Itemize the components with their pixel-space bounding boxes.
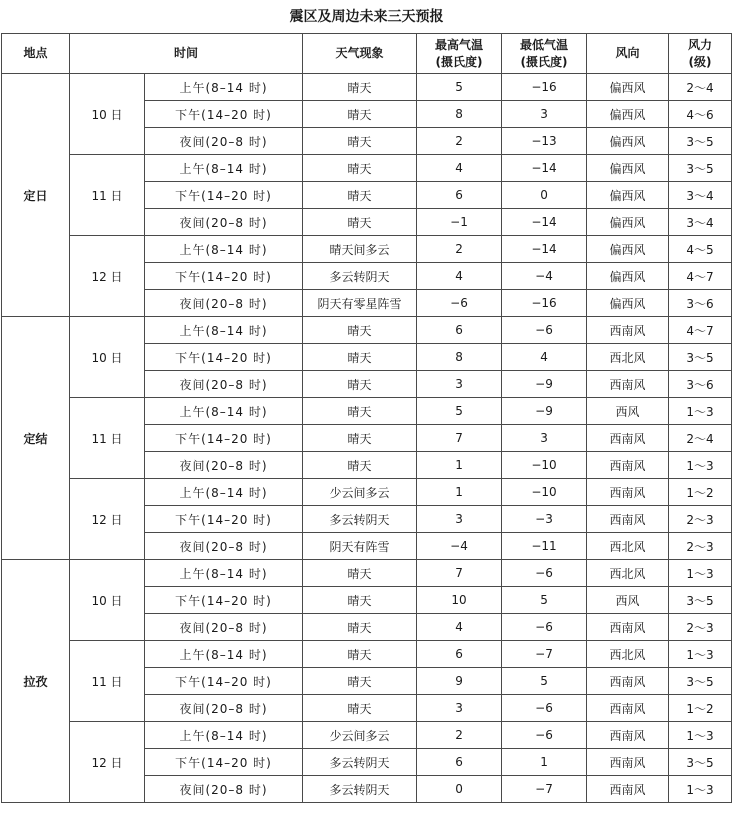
max-temp-cell: 9 — [417, 668, 502, 695]
min-temp-cell: 1 — [502, 749, 587, 776]
date-cell: 12 日 — [70, 722, 145, 803]
min-temp-cell: −10 — [502, 452, 587, 479]
wind-direction-cell: 西南风 — [587, 479, 669, 506]
table-row — [2, 641, 732, 668]
wind-direction-cell: 偏西风 — [587, 128, 669, 155]
min-temp-cell: −14 — [502, 209, 587, 236]
max-temp-cell: 4 — [417, 263, 502, 290]
wind-force-cell: 1～3 — [669, 722, 732, 749]
weather-cell: 多云转阴天 — [303, 263, 417, 290]
min-temp-cell: −4 — [502, 263, 587, 290]
weather-cell: 晴天 — [303, 695, 417, 722]
wind-force-cell: 3～4 — [669, 182, 732, 209]
max-temp-cell: 0 — [417, 776, 502, 803]
period-cell: 上午(8–14 时) — [145, 722, 303, 749]
wind-force-cell: 1～3 — [669, 398, 732, 425]
max-temp-cell: 3 — [417, 695, 502, 722]
date-cell: 12 日 — [70, 479, 145, 560]
max-temp-cell: 8 — [417, 344, 502, 371]
weather-cell: 晴天 — [303, 101, 417, 128]
max-temp-cell: 4 — [417, 155, 502, 182]
period-cell: 上午(8–14 时) — [145, 641, 303, 668]
wind-force-cell: 2～3 — [669, 614, 732, 641]
max-temp-cell: 2 — [417, 722, 502, 749]
wind-direction-cell: 西北风 — [587, 641, 669, 668]
min-temp-cell: −6 — [502, 560, 587, 587]
wind-direction-cell: 偏西风 — [587, 263, 669, 290]
min-temp-cell: −6 — [502, 614, 587, 641]
wind-force-cell: 2～4 — [669, 425, 732, 452]
weather-cell: 晴天 — [303, 560, 417, 587]
max-temp-cell: 7 — [417, 425, 502, 452]
date-cell: 10 日 — [70, 317, 145, 398]
min-temp-cell: −6 — [502, 317, 587, 344]
date-cell: 11 日 — [70, 398, 145, 479]
wind-force-cell: 3～6 — [669, 290, 732, 317]
wind-direction-cell: 西南风 — [587, 506, 669, 533]
period-cell: 下午(14–20 时) — [145, 182, 303, 209]
weather-cell: 晴天 — [303, 74, 417, 101]
max-temp-cell: 6 — [417, 317, 502, 344]
wind-direction-cell: 西南风 — [587, 695, 669, 722]
weather-cell: 晴天 — [303, 452, 417, 479]
wind-direction-cell: 西南风 — [587, 722, 669, 749]
wind-direction-cell: 西南风 — [587, 614, 669, 641]
header-min-temp: 最低气温 (摄氏度) — [502, 34, 587, 74]
table-row — [2, 722, 732, 749]
max-temp-cell: 3 — [417, 506, 502, 533]
wind-direction-cell: 西南风 — [587, 371, 669, 398]
wind-force-cell: 1～3 — [669, 776, 732, 803]
wind-direction-cell: 偏西风 — [587, 209, 669, 236]
wind-force-cell: 3～5 — [669, 155, 732, 182]
table-row — [2, 236, 732, 263]
weather-cell: 晴天 — [303, 317, 417, 344]
weather-cell: 晴天 — [303, 587, 417, 614]
weather-cell: 晴天间多云 — [303, 236, 417, 263]
wind-force-cell: 3～5 — [669, 668, 732, 695]
period-cell: 上午(8–14 时) — [145, 560, 303, 587]
wind-direction-cell: 西北风 — [587, 560, 669, 587]
period-cell: 上午(8–14 时) — [145, 236, 303, 263]
wind-direction-cell: 西南风 — [587, 317, 669, 344]
table-row — [2, 398, 732, 425]
period-cell: 夜间(20–8 时) — [145, 614, 303, 641]
min-temp-cell: −14 — [502, 236, 587, 263]
weather-cell: 少云间多云 — [303, 722, 417, 749]
max-temp-cell: 7 — [417, 560, 502, 587]
weather-cell: 阴天有零星阵雪 — [303, 290, 417, 317]
table-row — [2, 560, 732, 587]
weather-cell: 晴天 — [303, 425, 417, 452]
table-row — [2, 155, 732, 182]
wind-direction-cell: 西北风 — [587, 533, 669, 560]
table-row — [2, 317, 732, 344]
wind-direction-cell: 西北风 — [587, 344, 669, 371]
wind-force-cell: 3～5 — [669, 128, 732, 155]
wind-direction-cell: 西南风 — [587, 668, 669, 695]
max-temp-cell: 10 — [417, 587, 502, 614]
page-title: 震区及周边未来三天预报 — [289, 9, 444, 25]
min-temp-cell: −3 — [502, 506, 587, 533]
max-temp-cell: 2 — [417, 128, 502, 155]
period-cell: 下午(14–20 时) — [145, 425, 303, 452]
weather-cell: 晴天 — [303, 614, 417, 641]
max-temp-cell: 3 — [417, 371, 502, 398]
date-cell: 10 日 — [70, 560, 145, 641]
header-row — [2, 34, 732, 74]
location-cell: 定结 — [2, 317, 70, 560]
wind-direction-cell: 西风 — [587, 587, 669, 614]
period-cell: 夜间(20–8 时) — [145, 695, 303, 722]
wind-force-cell: 4～7 — [669, 317, 732, 344]
period-cell: 下午(14–20 时) — [145, 749, 303, 776]
period-cell: 夜间(20–8 时) — [145, 290, 303, 317]
wind-force-cell: 3～5 — [669, 587, 732, 614]
forecast-body — [2, 74, 732, 803]
weather-cell: 阴天有阵雪 — [303, 533, 417, 560]
header-time: 时间 — [70, 34, 303, 74]
period-cell: 下午(14–20 时) — [145, 263, 303, 290]
max-temp-cell: 1 — [417, 479, 502, 506]
wind-force-cell: 3～6 — [669, 371, 732, 398]
wind-force-cell: 2～3 — [669, 506, 732, 533]
wind-direction-cell: 西南风 — [587, 749, 669, 776]
wind-force-cell: 2～4 — [669, 74, 732, 101]
period-cell: 夜间(20–8 时) — [145, 776, 303, 803]
wind-direction-cell: 偏西风 — [587, 101, 669, 128]
wind-force-cell: 1～3 — [669, 560, 732, 587]
wind-force-cell: 1～3 — [669, 452, 732, 479]
weather-cell: 晴天 — [303, 209, 417, 236]
table-row — [2, 479, 732, 506]
period-cell: 下午(14–20 时) — [145, 101, 303, 128]
weather-cell: 晴天 — [303, 668, 417, 695]
min-temp-cell: −16 — [502, 290, 587, 317]
period-cell: 上午(8–14 时) — [145, 74, 303, 101]
wind-direction-cell: 偏西风 — [587, 236, 669, 263]
min-temp-cell: −13 — [502, 128, 587, 155]
weather-cell: 晴天 — [303, 155, 417, 182]
date-cell: 12 日 — [70, 236, 145, 317]
period-cell: 夜间(20–8 时) — [145, 209, 303, 236]
min-temp-cell: −6 — [502, 695, 587, 722]
min-temp-cell: 5 — [502, 587, 587, 614]
header-wind-direction: 风向 — [587, 34, 669, 74]
weather-cell: 晴天 — [303, 398, 417, 425]
date-cell: 10 日 — [70, 74, 145, 155]
min-temp-cell: −9 — [502, 371, 587, 398]
min-temp-cell: −11 — [502, 533, 587, 560]
wind-force-cell: 4～7 — [669, 263, 732, 290]
period-cell: 下午(14–20 时) — [145, 344, 303, 371]
weather-cell: 晴天 — [303, 344, 417, 371]
max-temp-cell: 6 — [417, 641, 502, 668]
wind-force-cell: 1～2 — [669, 695, 732, 722]
wind-force-cell: 3～5 — [669, 749, 732, 776]
min-temp-cell: −7 — [502, 641, 587, 668]
period-cell: 下午(14–20 时) — [145, 587, 303, 614]
wind-direction-cell: 西风 — [587, 398, 669, 425]
max-temp-cell: −1 — [417, 209, 502, 236]
wind-force-cell: 1～2 — [669, 479, 732, 506]
max-temp-cell: 6 — [417, 182, 502, 209]
wind-direction-cell: 西南风 — [587, 776, 669, 803]
min-temp-cell: 0 — [502, 182, 587, 209]
min-temp-cell: 3 — [502, 425, 587, 452]
period-cell: 上午(8–14 时) — [145, 317, 303, 344]
date-cell: 11 日 — [70, 155, 145, 236]
period-cell: 夜间(20–8 时) — [145, 533, 303, 560]
period-cell: 下午(14–20 时) — [145, 506, 303, 533]
max-temp-cell: 4 — [417, 614, 502, 641]
wind-force-cell: 4～5 — [669, 236, 732, 263]
max-temp-cell: −6 — [417, 290, 502, 317]
wind-force-cell: 4～6 — [669, 101, 732, 128]
location-cell: 拉孜 — [2, 560, 70, 803]
wind-direction-cell: 西南风 — [587, 452, 669, 479]
wind-direction-cell: 偏西风 — [587, 290, 669, 317]
min-temp-cell: −14 — [502, 155, 587, 182]
period-cell: 夜间(20–8 时) — [145, 371, 303, 398]
max-temp-cell: 2 — [417, 236, 502, 263]
date-cell: 11 日 — [70, 641, 145, 722]
period-cell: 上午(8–14 时) — [145, 398, 303, 425]
weather-cell: 晴天 — [303, 128, 417, 155]
max-temp-cell: 5 — [417, 398, 502, 425]
wind-force-cell: 1～3 — [669, 641, 732, 668]
header-wind-force: 风力 (级) — [669, 34, 732, 74]
forecast-table — [1, 33, 732, 803]
weather-cell: 多云转阴天 — [303, 506, 417, 533]
header-location: 地点 — [2, 34, 70, 74]
max-temp-cell: −4 — [417, 533, 502, 560]
min-temp-cell: 5 — [502, 668, 587, 695]
location-cell: 定日 — [2, 74, 70, 317]
period-cell: 上午(8–14 时) — [145, 479, 303, 506]
min-temp-cell: −16 — [502, 74, 587, 101]
min-temp-cell: −10 — [502, 479, 587, 506]
max-temp-cell: 8 — [417, 101, 502, 128]
header-weather: 天气现象 — [303, 34, 417, 74]
period-cell: 夜间(20–8 时) — [145, 128, 303, 155]
weather-cell: 晴天 — [303, 371, 417, 398]
wind-direction-cell: 偏西风 — [587, 182, 669, 209]
min-temp-cell: −9 — [502, 398, 587, 425]
max-temp-cell: 5 — [417, 74, 502, 101]
weather-cell: 晴天 — [303, 182, 417, 209]
min-temp-cell: −7 — [502, 776, 587, 803]
wind-direction-cell: 偏西风 — [587, 155, 669, 182]
header-max-temp: 最高气温 (摄氏度) — [417, 34, 502, 74]
max-temp-cell: 6 — [417, 749, 502, 776]
period-cell: 上午(8–14 时) — [145, 155, 303, 182]
weather-cell: 多云转阴天 — [303, 776, 417, 803]
min-temp-cell: 3 — [502, 101, 587, 128]
min-temp-cell: 4 — [502, 344, 587, 371]
wind-direction-cell: 西南风 — [587, 425, 669, 452]
weather-cell: 晴天 — [303, 641, 417, 668]
wind-force-cell: 3～4 — [669, 209, 732, 236]
period-cell: 下午(14–20 时) — [145, 668, 303, 695]
table-row — [2, 74, 732, 101]
period-cell: 夜间(20–8 时) — [145, 452, 303, 479]
max-temp-cell: 1 — [417, 452, 502, 479]
wind-force-cell: 3～5 — [669, 344, 732, 371]
wind-direction-cell: 偏西风 — [587, 74, 669, 101]
weather-cell: 多云转阴天 — [303, 749, 417, 776]
weather-cell: 少云间多云 — [303, 479, 417, 506]
min-temp-cell: −6 — [502, 722, 587, 749]
wind-force-cell: 2～3 — [669, 533, 732, 560]
